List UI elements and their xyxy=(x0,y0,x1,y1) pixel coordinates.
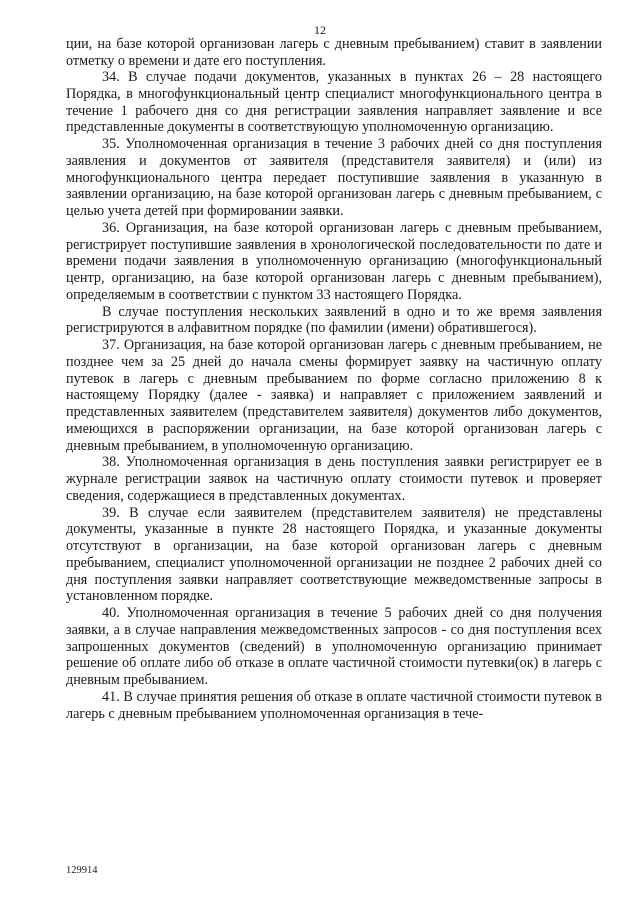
paragraph-35: 35. Уполномоченная организация в течение 3 рабочих дней со дня поступления заявления и документов от заявителя (представителя заявителя) и (или) из многофункционального центра передает поступившие заявления в указанную в заявлении организацию, на базе которой организован лагерь с дневным пребыванием, с целью учета детей при формировании заявки. xyxy=(66,136,602,219)
document-id: 129914 xyxy=(66,865,98,876)
paragraph-36: 36. Организация, на базе которой организован лагерь с дневным пребыванием, регистрирует поступившие заявления в хронологической последовательности по дате и времени подачи заявления в уполномоченную организацию (многофункциональный центр, организацию, на базе которой организован лагерь с дневным пребыванием), определяемым в соответствии с пунктом 33 настоящего Порядка. xyxy=(66,219,602,303)
paragraph-continuation: ции, на базе которой организован лагерь с дневным пребыванием) ставит в заявлении отметку о времени и дате его поступления. xyxy=(66,36,602,69)
paragraph-38: 38. Уполномоченная организация в день поступления заявки регистрирует ее в журнале регистрации заявок на частичную оплату стоимости путевок и проверяет сведения, содержащиеся в представленных документах. xyxy=(66,454,602,504)
paragraph-40: 40. Уполномоченная организация в течение 5 рабочих дней со дня получения заявки, а в случае направления межведомственных запросов - со дня поступления всех запрошенных документов (сведений) в уполномоченную организацию принимает решение об оплате либо об отказе в оплате частичной стоимости путевки(ок) в лагерь с дневным пребыванием. xyxy=(66,605,602,688)
paragraph-36-note: В случае поступления нескольких заявлений в одно и то же время заявления регистрируются в алфавитном порядке (по фамилии (имени) обратившегося). xyxy=(66,303,602,337)
paragraph-39: 39. В случае если заявителем (представителем заявителя) не представлены документы, указанные в пункте 28 настоящего Порядка, и указанные документы отсутствуют в организации, на базе которой организован лагерь с дневным пребыванием, специалист уполномоченной организации не позднее 2 рабочих дней со дня поступления заявки направляет соответствующие межведомственные запросы в установленном порядке. xyxy=(66,504,602,605)
document-body xyxy=(66,36,602,722)
paragraph-41: 41. В случае принятия решения об отказе в оплате частичной стоимости путевок в лагерь с дневным пребыванием уполномоченная организация в тече- xyxy=(66,688,602,722)
page-number: 12 xyxy=(314,23,326,37)
paragraph-37: 37. Организация, на базе которой организован лагерь с дневным пребыванием, не позднее чем за 25 дней до начала смены формирует заявку на частичную оплату путевок в лагерь с дневным пребыванием по форме согласно приложению 8 к настоящему Порядку (далее - заявка) и направляет с приложением заявлений и представленных заявителем (представителем заявителя) документов либо документов, имеющихся в распоряжении организации, на базе которой организован лагерь с дневным пребыванием, в уполномоченную организацию. xyxy=(66,337,602,454)
paragraph-34: 34. В случае подачи документов, указанных в пунктах 26 – 28 настоящего Порядка, в многофункциональный центр специалист многофункционального центра в течение 1 рабочего дня со дня регистрации заявления направляет заявление и все представленные документы в соответствующую уполномоченную организацию. xyxy=(66,69,602,136)
